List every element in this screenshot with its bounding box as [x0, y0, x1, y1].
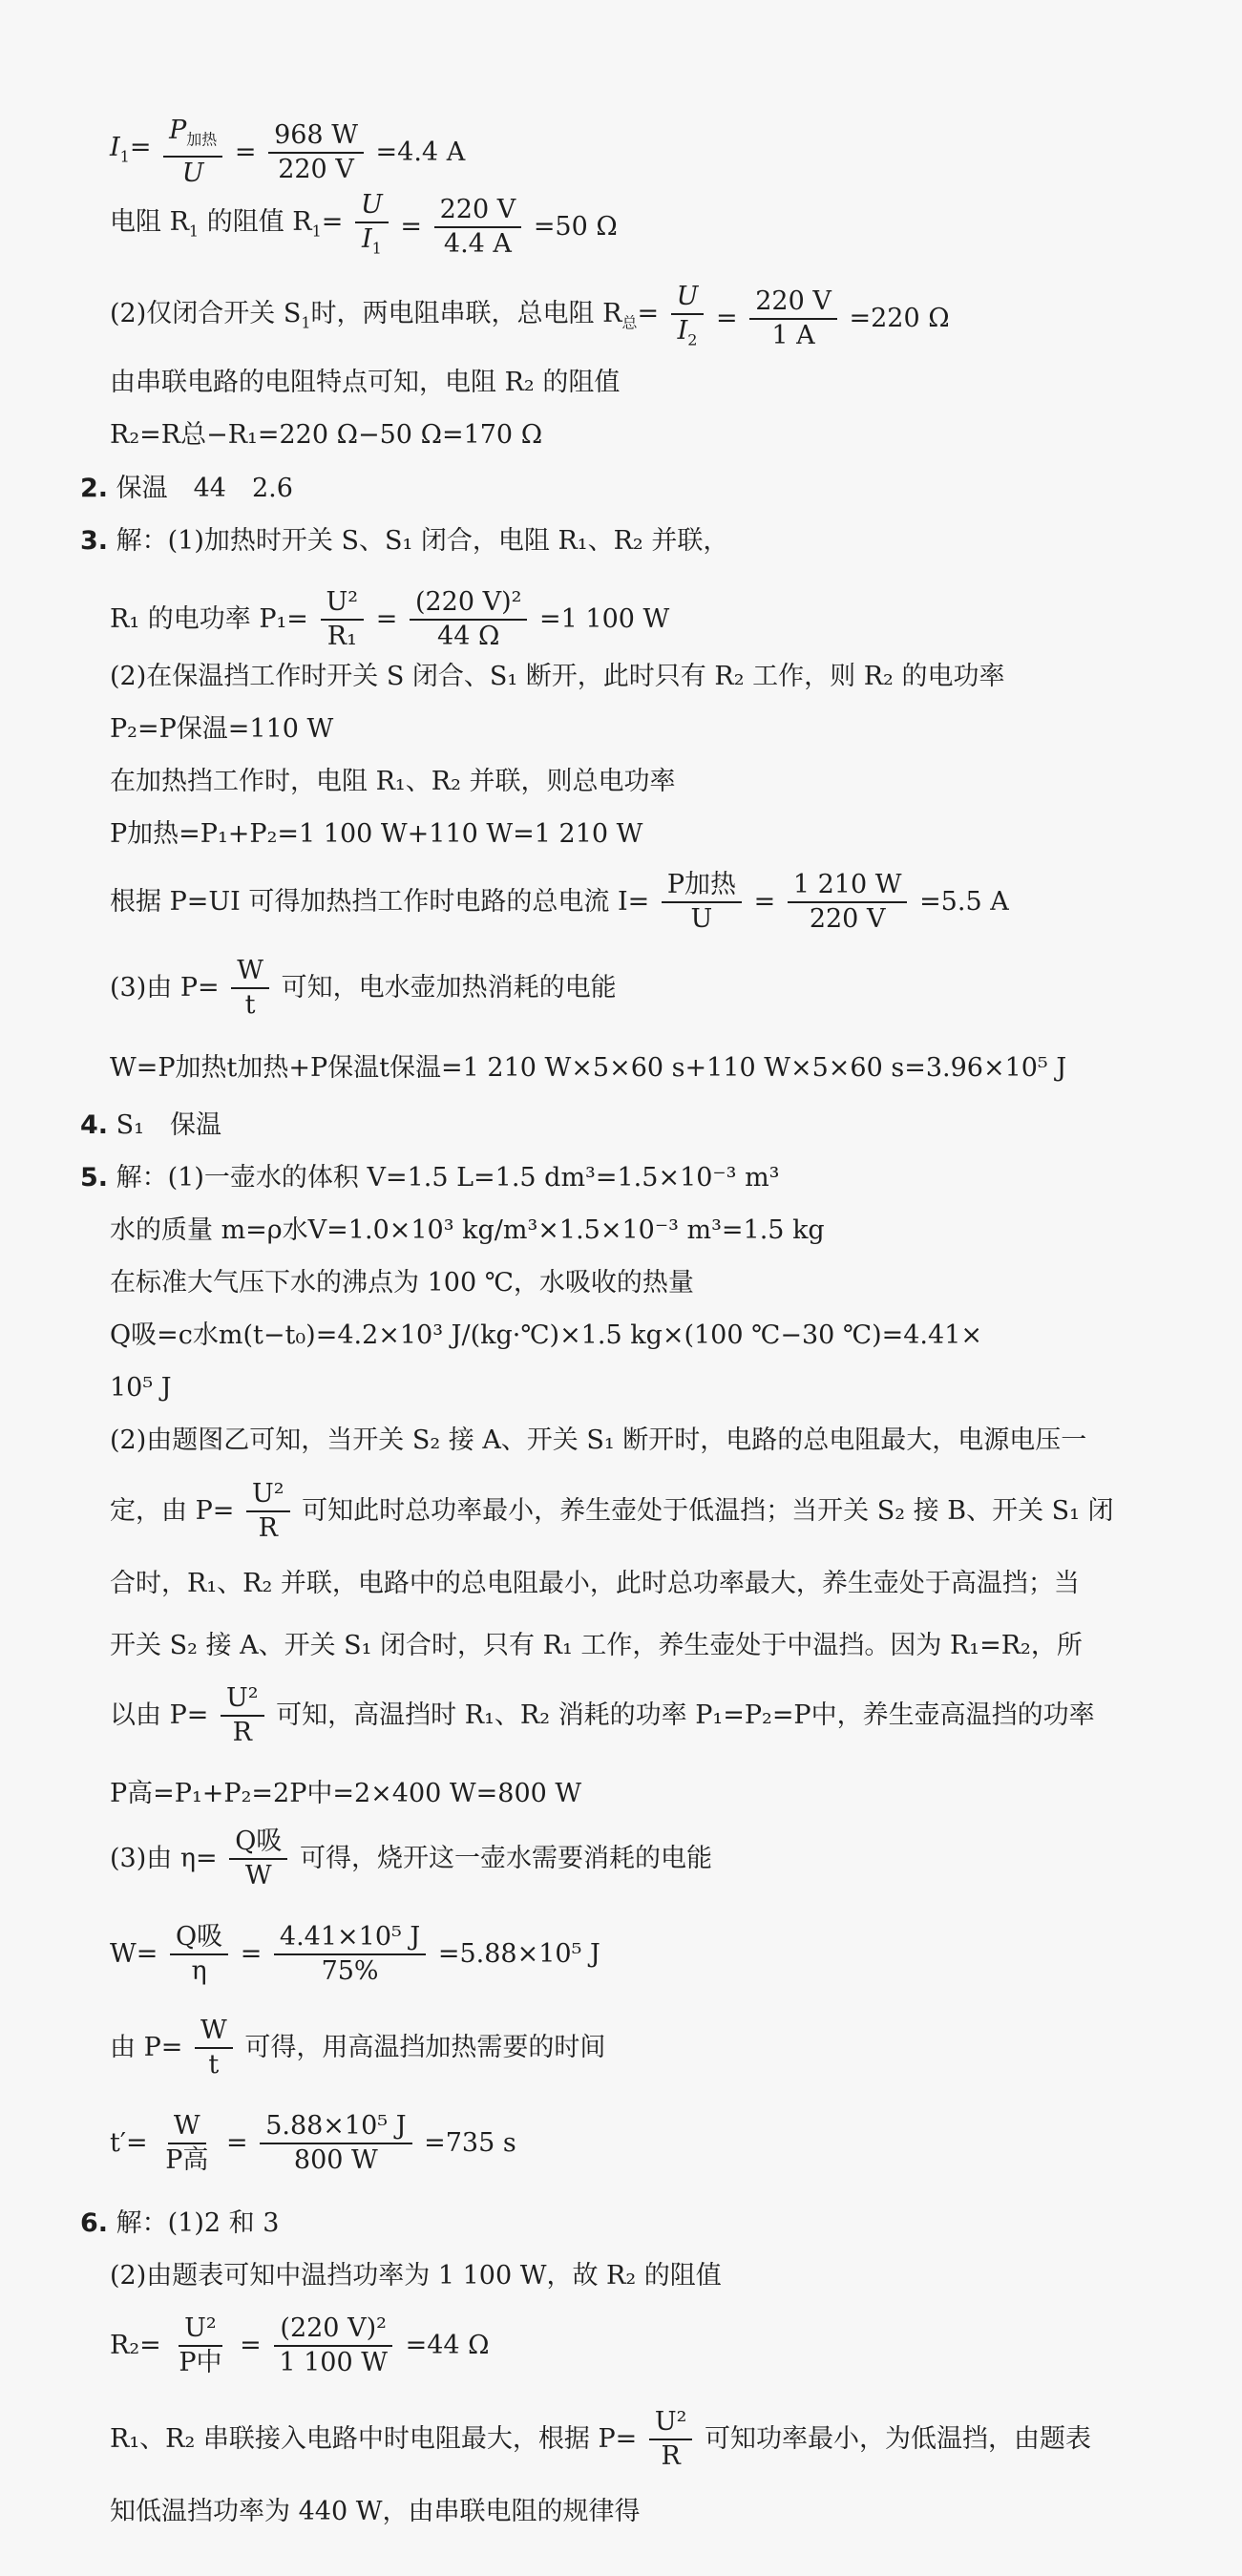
text: R₁ 的电功率 P₁=	[110, 604, 308, 634]
line-13	[110, 869, 1009, 936]
text: U	[361, 190, 383, 220]
item-number: 4.	[80, 1110, 109, 1140]
line-28	[110, 1826, 712, 1892]
item-number: 3.	[80, 526, 109, 556]
text: =5.5 A	[919, 887, 1009, 917]
line-30	[110, 2015, 605, 2081]
text: =	[234, 137, 257, 167]
text: P高	[165, 2145, 209, 2175]
fraction	[159, 2110, 214, 2177]
text: 1 100 W	[279, 2348, 388, 2377]
line-20: Q吸=c水m(t−t₀)=4.2×10³ J/(kg·℃)×1.5 kg×(100 ℃−30 ℃)=4.41×	[110, 1320, 982, 1350]
text: 968 W	[268, 119, 364, 154]
text: (220 V)²	[274, 2312, 392, 2347]
line-23	[110, 1478, 1114, 1545]
line-18: 水的质量 m=ρ水V=1.0×10³ kg/m³×1.5×10⁻³ m³=1.5 kg	[110, 1215, 825, 1245]
text: P中	[179, 2348, 222, 2377]
fraction	[274, 1921, 426, 1988]
text: 由 P=	[110, 2033, 183, 2062]
line-26	[110, 1682, 1095, 1749]
fraction	[246, 1478, 290, 1545]
text: =50 Ω	[533, 211, 618, 242]
fraction	[273, 2312, 393, 2379]
text: =	[225, 2128, 248, 2158]
line-34	[110, 2312, 490, 2379]
text: 可得，烧开这一壶水需要消耗的电能	[299, 1844, 712, 1873]
text: =	[375, 604, 398, 634]
text: Q吸	[170, 1921, 228, 1955]
text: 解：(1)一壶水的体积 V=1.5 L=1.5 dm³=1.5×10⁻³ m³	[108, 1163, 780, 1193]
fraction: $P_{加热}$ U	[163, 115, 222, 190]
text: t′=	[110, 2128, 148, 2158]
line-19: 在标准大气压下水的沸点为 100 ℃，水吸收的热量	[110, 1268, 694, 1298]
text: W=	[110, 1939, 158, 1969]
text: R	[661, 2441, 681, 2471]
text: =735 s	[424, 2128, 516, 2158]
line-10: P₂=P保温=110 W	[110, 714, 334, 744]
text: 4.41×10⁵ J	[274, 1921, 426, 1955]
text: 220 V	[749, 285, 837, 320]
text: 电阻 R	[110, 206, 189, 237]
text: 220 V	[434, 194, 522, 228]
text: 以由 P=	[110, 1700, 209, 1730]
text: R	[232, 1718, 252, 1747]
text: 解：(1)加热时开关 S、S₁ 闭合，电阻 R₁、R₂ 并联，	[108, 526, 729, 556]
text: 75%	[321, 1956, 379, 1986]
line-24: 合时，R₁、R₂ 并联，电路中的总电阻最小，此时总功率最大，养生壶处于高温挡；当	[110, 1569, 1080, 1598]
fraction	[260, 2110, 411, 2177]
fraction	[749, 285, 837, 352]
fraction	[170, 1921, 228, 1988]
text: R₁、R₂ 串联接入电路中时电阻最大，根据 P=	[110, 2424, 638, 2454]
text: =4.4 A	[375, 137, 466, 167]
text: 可知，电水壶加热消耗的电能	[281, 973, 617, 1003]
item-6	[80, 2206, 279, 2242]
item-number: 2.	[80, 474, 109, 503]
text: 保温 44 2.6	[108, 474, 293, 503]
fraction	[231, 955, 269, 1022]
text: U²	[321, 586, 365, 621]
text: 800 W	[293, 2145, 378, 2175]
text: U	[690, 904, 713, 934]
fraction	[173, 2312, 227, 2379]
line-8	[110, 586, 669, 653]
text: t	[244, 990, 256, 1020]
text: =	[129, 132, 152, 162]
item-5	[80, 1160, 780, 1196]
text: t	[208, 2050, 220, 2080]
text: =220 Ω	[849, 303, 950, 333]
text: 可知此时总功率最小，养生壶处于低温挡；当开关 S₂ 接 B、开关 S₁ 闭	[302, 1496, 1114, 1526]
fraction	[788, 869, 908, 936]
item-3	[80, 523, 728, 560]
text: 220 V	[809, 904, 886, 934]
line-5: R₂=R总−R₁=220 Ω−50 Ω=170 Ω	[110, 420, 543, 450]
line-31	[110, 2110, 516, 2177]
text: 44 Ω	[437, 622, 500, 651]
text: 1 A	[771, 320, 815, 350]
fraction	[229, 1826, 287, 1892]
item-number: 5.	[80, 1163, 109, 1193]
fraction	[434, 194, 522, 261]
fraction	[321, 586, 365, 653]
line-9: (2)在保温挡工作时开关 S 闭合、S₁ 断开，此时只有 R₂ 工作，则 R₂ 的电功率	[110, 662, 1005, 691]
text: =	[240, 2331, 262, 2360]
text: 可知功率最小，为低温挡，由题表	[705, 2424, 1092, 2454]
text: R₁	[326, 622, 357, 651]
item-2	[80, 471, 293, 507]
fraction: $\frac{U}{I_2}$	[671, 281, 705, 356]
line-4: 由串联电路的电阻特点可知，电阻 R₂ 的阻值	[110, 368, 621, 397]
line-25: 开关 S₂ 接 A、开关 S₁ 闭合时，只有 R₁ 工作，养生壶处于中温挡。因为 R₁=R₂，所	[110, 1631, 1083, 1660]
text: =1 100 W	[539, 604, 670, 634]
line-15: W=P加热t加热+P保温t保温=1 210 W×5×60 s+110 W×5×60 s=3.96×10⁵ J	[110, 1053, 1067, 1083]
text: 定，由 P=	[110, 1496, 235, 1526]
text: U	[676, 282, 699, 311]
line-33: (2)由题表可知中温挡功率为 1 100 W，故 R₂ 的阻值	[110, 2261, 722, 2291]
line-12: P加热=P₁+P₂=1 100 W+110 W=1 210 W	[110, 819, 643, 849]
text: W	[244, 1861, 272, 1890]
line-3: (2)仅闭合开关 $S_1$时，两电阻串联，总电阻 $R_总=$ $\frac{U}{I_2}$ = $\frac{220 V}{1 A}$ =220 Ω	[110, 281, 950, 356]
text: 根据 P=UI 可得加热挡工作时电路的总电流 I=	[110, 887, 650, 917]
text: S₁ 保温	[108, 1110, 221, 1140]
text: =	[400, 211, 422, 242]
text: 的阻值 R	[199, 206, 312, 237]
text: U²	[246, 1478, 290, 1512]
text: U	[181, 158, 204, 189]
fraction: $\frac{U}{I_1}$	[355, 189, 389, 264]
text: 1 210 W	[788, 869, 908, 903]
text: W	[231, 955, 269, 989]
text: =	[321, 206, 344, 237]
text: =5.88×10⁵ J	[437, 1939, 600, 1969]
line-2: 电阻 $R_1$ 的阻值 $R_1=$ $\frac{U}{I_1}$ = $\frac{220 V}{4.4 A}$ =50 Ω	[110, 189, 618, 264]
line-14	[110, 955, 617, 1022]
text: η	[191, 1956, 207, 1986]
text: W	[195, 2015, 233, 2049]
text: P加热	[662, 869, 742, 903]
fraction	[195, 2015, 233, 2081]
text: (3)由 P=	[110, 973, 220, 1003]
line-35	[110, 2406, 1091, 2473]
item-4	[80, 1108, 221, 1144]
text: U²	[221, 1682, 264, 1717]
line-11: 在加热挡工作时，电阻 R₁、R₂ 并联，则总电功率	[110, 767, 676, 796]
text: R	[258, 1513, 278, 1543]
text: =	[637, 298, 660, 328]
line-29	[110, 1921, 600, 1988]
text: =	[753, 887, 776, 917]
text: U²	[179, 2312, 222, 2347]
line-27: P高=P₁+P₂=2P中=2×400 W=800 W	[110, 1779, 582, 1808]
text: =44 Ω	[405, 2331, 490, 2360]
text: Q吸	[229, 1826, 287, 1860]
text: I	[361, 224, 372, 254]
text: 220 V	[278, 154, 354, 184]
text: 5.88×10⁵ J	[260, 2110, 411, 2144]
text: 4.4 A	[443, 228, 512, 259]
text: 时，两电阻串联，总电阻 R	[310, 298, 622, 328]
line-1: $I_1=$ $P_{加热}$ U = $\frac{968 W}{220 V}$ =4.4 A	[110, 116, 466, 189]
fraction	[649, 2406, 693, 2473]
fraction	[221, 1682, 264, 1749]
text: R₂=	[110, 2331, 161, 2360]
text: U²	[649, 2406, 693, 2440]
item-number: 6.	[80, 2208, 109, 2238]
fraction	[662, 869, 742, 936]
text: W	[168, 2110, 206, 2144]
line-36: 知低温挡功率为 440 W，由串联电阻的规律得	[110, 2497, 641, 2526]
text: 可得，用高温挡加热需要的时间	[244, 2033, 606, 2062]
text: 解：(1)2 和 3	[108, 2208, 280, 2238]
text: P	[169, 116, 187, 145]
text: (220 V)²	[410, 586, 528, 621]
text: =	[716, 303, 738, 333]
line-22: (2)由题图乙可知，当开关 S₂ 接 A、开关 S₁ 断开时，电路的总电阻最大，电源电压一	[110, 1425, 1087, 1455]
line-21: 10⁵ J	[110, 1373, 172, 1403]
text: (2)仅闭合开关 S	[110, 298, 302, 328]
text: =	[240, 1939, 263, 1969]
fraction	[268, 119, 364, 186]
fraction	[410, 586, 528, 653]
text: I	[110, 132, 120, 162]
text: (3)由 η=	[110, 1844, 218, 1873]
text: I	[677, 316, 688, 346]
text: 可知，高温挡时 R₁、R₂ 消耗的功率 P₁=P₂=P中，养生壶高温挡的功率	[276, 1700, 1095, 1730]
